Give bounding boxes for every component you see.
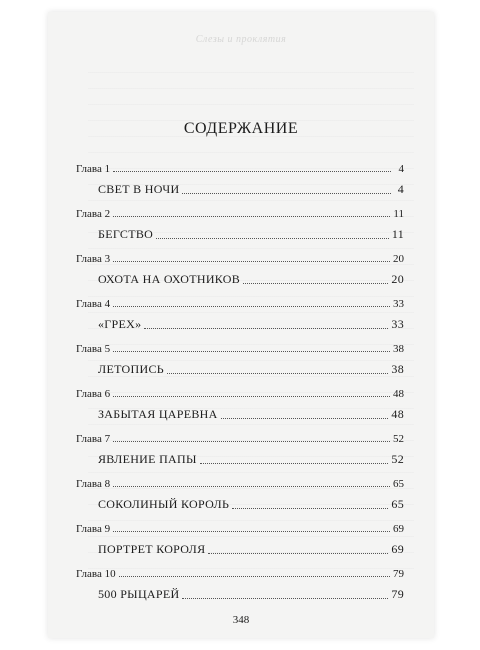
toc-entry-page: 33 [391, 317, 404, 331]
dot-leader [113, 260, 390, 262]
toc-entry-label: Глава 6 [76, 387, 111, 400]
toc-chapter-title-row [76, 265, 404, 288]
toc-chapter-row [76, 422, 404, 445]
toc-chapter-row [76, 152, 404, 175]
dot-leader [167, 372, 388, 374]
toc-entry-label: БЕГСТВО [98, 227, 154, 241]
bleed-through-header: Слезы и проклятия [195, 34, 287, 45]
table-of-contents [76, 152, 404, 602]
toc-entry-label: Глава 2 [76, 207, 111, 220]
toc-chapter-title-row [76, 355, 404, 378]
toc-chapter-row [76, 332, 404, 355]
dot-leader [182, 597, 388, 599]
toc-entry-label: Глава 1 [76, 162, 111, 175]
toc-entry-label: СОКОЛИНЫЙ КОРОЛЬ [98, 497, 230, 511]
toc-entry-label: «ГРЕХ» [98, 317, 142, 331]
toc-entry-label: ЗАБЫТАЯ ЦАРЕВНА [98, 407, 218, 421]
dot-leader [113, 170, 391, 172]
dot-leader [113, 395, 390, 397]
toc-entry-page: 79 [391, 587, 404, 601]
toc-entry-label: Глава 8 [76, 477, 111, 490]
toc-entry-page: 79 [393, 567, 404, 580]
toc-chapter-row [76, 557, 404, 580]
toc-entry-label: Глава 9 [76, 522, 111, 535]
toc-chapter-title-row [76, 220, 404, 243]
toc-title: СОДЕРЖАНИЕ [183, 120, 299, 137]
toc-entry-page: 11 [393, 207, 404, 220]
dot-leader [144, 327, 388, 329]
dot-leader [113, 215, 390, 217]
toc-chapter-title-row [76, 400, 404, 423]
toc-entry-page: 65 [393, 477, 404, 490]
book-page [48, 12, 434, 638]
toc-chapter-row [76, 377, 404, 400]
toc-entry-page: 4 [397, 182, 404, 196]
dot-leader [113, 350, 390, 352]
page-number: 348 [232, 614, 250, 626]
toc-chapter-title-row [76, 490, 404, 513]
toc-entry-page: 38 [391, 362, 404, 376]
toc-entry-page: 20 [391, 272, 404, 286]
dot-leader [243, 282, 388, 284]
dot-leader [119, 575, 390, 577]
toc-entry-page: 65 [391, 497, 404, 511]
toc-entry-label: ЛЕТОПИСЬ [98, 362, 164, 376]
toc-entry-label: Глава 10 [76, 567, 116, 580]
dot-leader [232, 507, 388, 509]
toc-chapter-title-row [76, 580, 404, 603]
toc-chapter-title-row [76, 535, 404, 558]
toc-entry-page: 52 [393, 432, 404, 445]
toc-entry-label: ПОРТРЕТ КОРОЛЯ [98, 542, 206, 556]
toc-entry-page: 33 [393, 297, 404, 310]
dot-leader [113, 305, 390, 307]
toc-chapter-title-row [76, 445, 404, 468]
dot-leader [221, 417, 389, 419]
toc-entry-page: 52 [391, 452, 404, 466]
toc-entry-page: 69 [391, 542, 404, 556]
toc-chapter-row [76, 467, 404, 490]
toc-entry-page: 69 [393, 522, 404, 535]
dot-leader [113, 440, 390, 442]
dot-leader [113, 485, 390, 487]
toc-entry-page: 11 [391, 227, 404, 241]
toc-entry-label: Глава 5 [76, 342, 111, 355]
toc-entry-label: Глава 4 [76, 297, 111, 310]
toc-entry-label: СВЕТ В НОЧИ [98, 182, 180, 196]
toc-entry-label: ЯВЛЕНИЕ ПАПЫ [98, 452, 197, 466]
toc-entry-label: 500 РЫЦАРЕЙ [98, 587, 180, 601]
dot-leader [156, 237, 389, 239]
toc-chapter-title-row [76, 310, 404, 333]
toc-chapter-row [76, 197, 404, 220]
dot-leader [200, 462, 389, 464]
toc-chapter-row [76, 512, 404, 535]
toc-entry-label: Глава 3 [76, 252, 111, 265]
toc-entry-page: 48 [391, 407, 404, 421]
toc-entry-page: 48 [393, 387, 404, 400]
toc-entry-label: ОХОТА НА ОХОТНИКОВ [98, 272, 241, 286]
dot-leader [208, 552, 388, 554]
toc-entry-page: 20 [393, 252, 404, 265]
toc-chapter-title-row [76, 175, 404, 198]
dot-leader [113, 530, 390, 532]
toc-chapter-row [76, 242, 404, 265]
dot-leader [182, 192, 391, 194]
toc-entry-page: 38 [393, 342, 404, 355]
toc-entry-label: Глава 7 [76, 432, 111, 445]
toc-chapter-row [76, 287, 404, 310]
toc-entry-page: 4 [398, 162, 404, 175]
